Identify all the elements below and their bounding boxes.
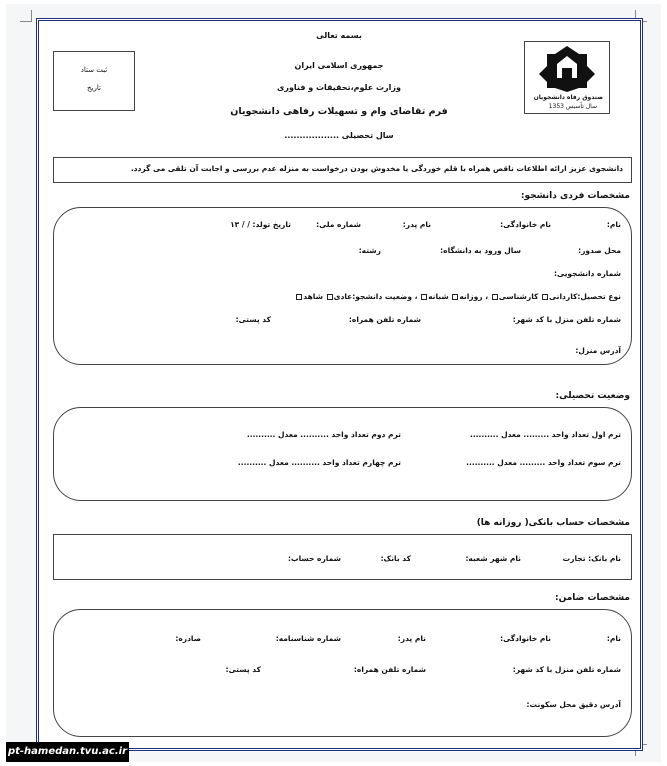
form-title: فرم تقاضای وام و تسهیلات رفاهی دانشجویان bbox=[230, 106, 448, 117]
registration-stamp-box bbox=[53, 51, 135, 111]
field-birth-date[interactable]: تاریخ تولد: / / ۱۳ bbox=[230, 220, 291, 229]
logo-year: سال تأسیس 1353 bbox=[548, 103, 597, 110]
option-evening: شبانه bbox=[428, 292, 449, 301]
field-national-id[interactable]: شماره ملی: bbox=[316, 220, 361, 229]
academic-year: سال تحصیلی .................. bbox=[284, 131, 394, 140]
crop-mark bbox=[20, 10, 32, 22]
degree-label: نوع تحصیل:کاردانی bbox=[549, 292, 621, 301]
personal-section-title: مشخصات فردی دانشجو: bbox=[520, 191, 630, 201]
field-postal-code[interactable]: کد پستی: bbox=[235, 315, 271, 324]
guarantor-name[interactable]: نام: bbox=[606, 634, 621, 643]
guarantor-father[interactable]: نام پدر: bbox=[397, 634, 426, 643]
field-branch-city[interactable]: نام شهر شعبه: bbox=[465, 554, 521, 563]
field-bank-name[interactable]: نام بانک: تجارت bbox=[562, 554, 621, 563]
status-other: شاهد bbox=[303, 292, 323, 301]
checkbox-shahed[interactable] bbox=[296, 294, 302, 300]
personal-info-box bbox=[53, 207, 632, 365]
guarantor-family[interactable]: نام خانوادگی: bbox=[500, 634, 551, 643]
guarantor-issued[interactable]: صادره: bbox=[175, 634, 201, 643]
republic-title: جمهوری اسلامی ایران bbox=[294, 61, 384, 70]
field-mobile[interactable]: شماره تلفن همراه: bbox=[348, 315, 421, 324]
site-watermark: pt-hamedan.tvu.ac.ir bbox=[6, 742, 129, 762]
guarantor-address[interactable]: آدرس دقیق محل سکونت: bbox=[526, 700, 621, 709]
field-account-no[interactable]: شماره حساب: bbox=[288, 554, 341, 563]
bank-section-title: مشخصات حساب بانکی( روزانه ها) bbox=[476, 518, 630, 528]
checkbox-associate[interactable] bbox=[542, 294, 548, 300]
checkbox-daytime[interactable] bbox=[452, 294, 458, 300]
status-label: وضعیت دانشجو:عادی bbox=[333, 292, 412, 301]
option-daytime: روزانه bbox=[459, 292, 483, 301]
guarantor-box bbox=[53, 609, 632, 737]
degree-bachelor: کارشناسی bbox=[498, 292, 539, 301]
guarantor-mobile[interactable]: شماره تلفن همراه: bbox=[353, 665, 426, 674]
checkbox-evening[interactable] bbox=[421, 294, 427, 300]
form-frame bbox=[36, 18, 643, 751]
term-2[interactable]: ترم دوم تعداد واحد .......... معدل .......... bbox=[246, 430, 401, 439]
term-4[interactable]: ترم چهارم تعداد واحد .......... معدل .......... bbox=[237, 458, 401, 467]
guarantor-postal-code[interactable]: کد پستی: bbox=[225, 665, 261, 674]
field-issue-place[interactable]: محل صدور: bbox=[578, 246, 621, 255]
field-entry-year[interactable]: سال ورود به دانشگاه: bbox=[440, 246, 521, 255]
field-bank-code[interactable]: کد بانک: bbox=[380, 554, 411, 563]
field-home-phone[interactable]: شماره تلفن منزل با کد شهر: bbox=[512, 315, 621, 324]
fund-logo-icon bbox=[525, 42, 609, 92]
checkbox-bachelor[interactable] bbox=[492, 294, 498, 300]
guarantor-id-no[interactable]: شماره شناسنامه: bbox=[275, 634, 341, 643]
stamp-line-1: ثبت ستاد bbox=[80, 66, 108, 74]
field-father[interactable]: نام پدر: bbox=[402, 220, 431, 229]
field-family[interactable]: نام خانوادگی: bbox=[500, 220, 551, 229]
term-3[interactable]: ترم سوم تعداد واحد ......... معدل .......... bbox=[466, 458, 621, 467]
ministry-title: وزارت علوم،تحقیقات و فناوری bbox=[277, 83, 401, 92]
notice-box: دانشجوی عزیز ارائه اطلاعات ناقص همراه با قلم خوردگی یا مخدوش بودن درخواست به منزله عدم بررسی و اجابت آن تلقی می گردد. bbox=[53, 157, 632, 183]
education-box bbox=[53, 407, 632, 501]
bismillah: بسمه تعالی bbox=[316, 31, 362, 40]
degree-options: نوع تحصیل:کاردانی کارشناسی ، روزانه شبانه ، وضعیت دانشجو:عادی شاهد bbox=[295, 292, 621, 301]
logo-caption: صندوق رفاه دانشجویان bbox=[533, 94, 603, 101]
field-name[interactable]: نام: bbox=[606, 220, 621, 229]
guarantor-section-title: مشخصات ضامن: bbox=[555, 593, 630, 603]
document-page bbox=[6, 4, 661, 762]
stamp-line-2: تاریخ bbox=[87, 84, 101, 92]
term-1[interactable]: ترم اول تعداد واحد ......... معدل .......... bbox=[469, 430, 621, 439]
field-student-no[interactable]: شماره دانشجویی: bbox=[554, 269, 621, 278]
bank-box bbox=[53, 534, 632, 580]
logo-box bbox=[524, 41, 610, 114]
field-major[interactable]: رشته: bbox=[358, 246, 381, 255]
checkbox-normal[interactable] bbox=[327, 294, 333, 300]
guarantor-home-phone[interactable]: شماره تلفن منزل با کد شهر: bbox=[512, 665, 621, 674]
education-section-title: وضعیت تحصیلی: bbox=[555, 391, 630, 401]
field-address[interactable]: آدرس منزل: bbox=[575, 346, 621, 355]
